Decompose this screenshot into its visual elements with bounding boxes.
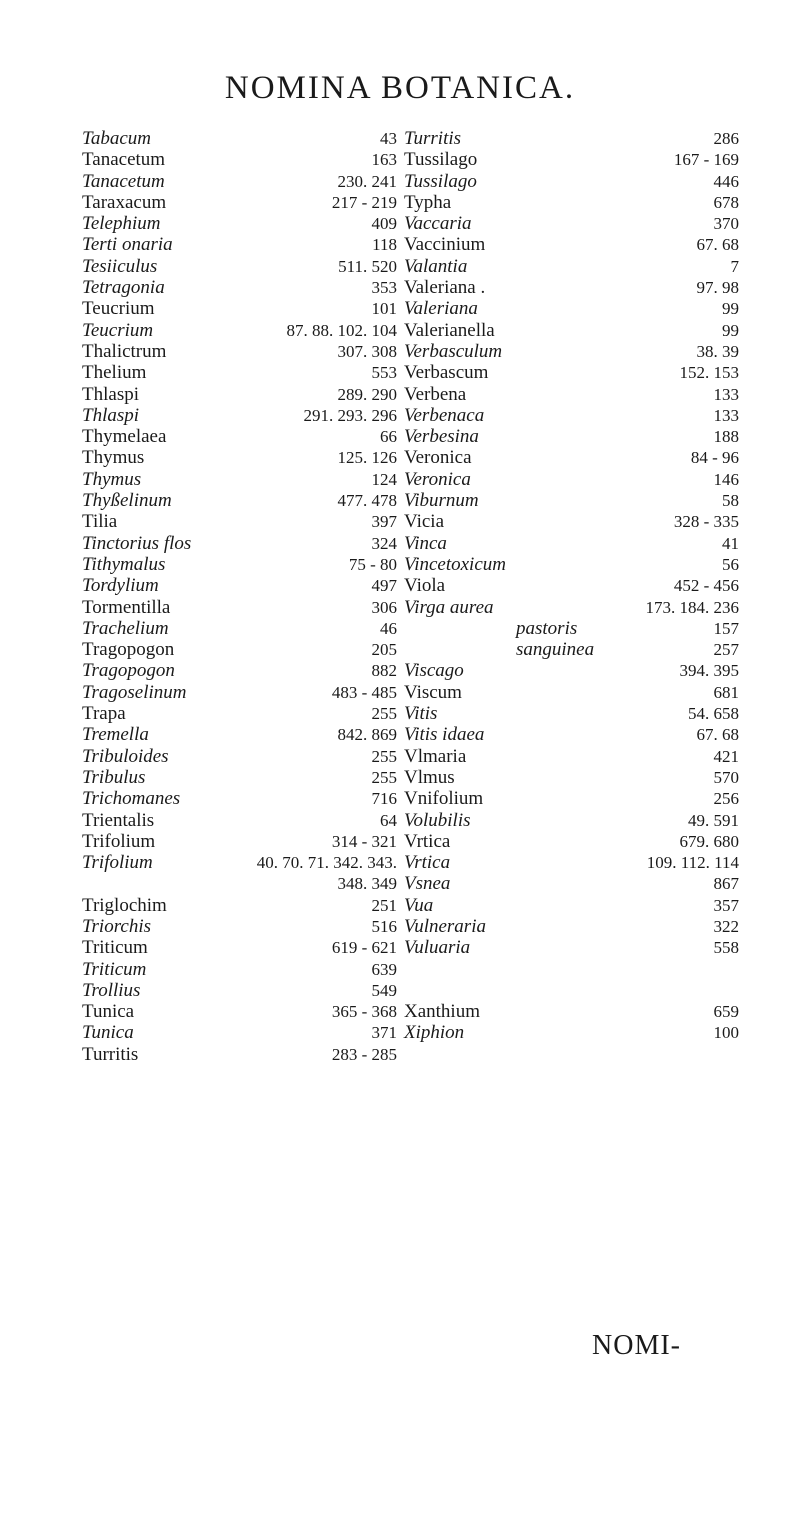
entry-pages: 173. 184. 236: [645, 597, 739, 617]
entry-term: Taraxacum: [82, 191, 167, 213]
index-entry: [82, 277, 397, 298]
entry-pages: 7: [730, 256, 739, 276]
entry-term: Thyßelinum: [82, 490, 172, 512]
index-entry: [404, 192, 739, 213]
entry-pages: 516: [371, 916, 397, 936]
index-entry: [82, 405, 397, 426]
entry-pages: 41: [722, 533, 739, 553]
entry-term: Trollius: [82, 979, 141, 1001]
entry-pages: 255: [371, 746, 397, 766]
entry-pages: 205: [371, 640, 397, 660]
index-entry: [82, 937, 397, 958]
entry-term: Vinca: [404, 532, 447, 554]
index-entry: [82, 597, 397, 618]
entry-pages: 167 - 169: [673, 150, 739, 170]
entry-term: Tinctorius flos: [82, 532, 192, 554]
entry-term: Verbesina: [404, 426, 479, 448]
entry-pages: 58: [722, 491, 739, 511]
index-entry: [404, 597, 739, 618]
entry-term: Triorchis: [82, 915, 151, 937]
entry-term: Virga aurea: [404, 596, 494, 618]
entry-term: Verbenaca: [404, 404, 485, 426]
index-entry: [82, 554, 397, 575]
index-entry: [404, 469, 739, 490]
entry-pages: 365 - 368: [331, 1002, 397, 1022]
index-entry: [404, 639, 739, 660]
entry-term: Viscago: [404, 660, 464, 682]
entry-term: Viscum: [404, 681, 462, 703]
index-entry: [82, 810, 397, 831]
entry-pages: 43: [380, 129, 397, 148]
index-entry: [82, 447, 397, 468]
index-entry: [82, 426, 397, 447]
entry-term: Tragoselinum: [82, 681, 187, 703]
index-entry: [82, 660, 397, 681]
entry-pages: 679. 680: [679, 831, 739, 851]
entry-pages: 619 - 621: [331, 938, 397, 958]
entry-term: Triticum: [82, 958, 147, 980]
index-entry: [82, 1022, 397, 1043]
entry-term: Valantia: [404, 255, 468, 277]
entry-term: Vrtica: [404, 852, 451, 874]
entry-pages: 842. 869: [337, 725, 397, 745]
entry-pages: 286: [713, 129, 739, 148]
entry-pages: 421: [713, 746, 739, 766]
entry-term: Triglochim: [82, 894, 167, 916]
index-entry: [82, 767, 397, 788]
entry-pages: 101: [371, 299, 397, 319]
entry-term: Thymelaea: [82, 426, 167, 448]
entry-term: Tanacetum: [82, 149, 166, 171]
index-entry: [404, 149, 739, 170]
index-entry: [82, 916, 397, 937]
index-entry: [82, 171, 397, 192]
entry-pages: 217 - 219: [331, 192, 397, 212]
entry-pages: 163: [371, 150, 397, 170]
index-entry: [82, 533, 397, 554]
entry-pages: 289. 290: [337, 384, 397, 404]
entry-pages: 56: [722, 554, 739, 574]
entry-term: Trachelium: [82, 617, 169, 639]
entry-term: Vaccaria: [404, 213, 472, 235]
entry-term: Tunica: [82, 1001, 135, 1023]
index-entry: [404, 1022, 739, 1043]
catchword: NOMI-: [592, 1330, 681, 1361]
entry-term: Valeriana .: [404, 277, 486, 299]
index-entry: [404, 256, 739, 277]
entry-pages: 124: [371, 469, 397, 489]
entry-term: Viburnum: [404, 490, 479, 512]
entry-pages: 49. 591: [688, 810, 739, 830]
entry-term: Thymus: [82, 468, 142, 490]
entry-term: Trapa: [82, 703, 126, 725]
entry-term: Vaccinium: [404, 234, 486, 256]
entry-term: Trichomanes: [82, 788, 181, 810]
entry-pages: 99: [722, 320, 739, 340]
entry-pages: 446: [713, 171, 739, 191]
entry-pages: 84 - 96: [690, 448, 739, 468]
entry-pages: 64: [380, 810, 397, 830]
index-entry: [82, 320, 397, 341]
index-entry: [82, 831, 397, 852]
index-entry: [404, 298, 739, 319]
entry-pages: 157: [713, 618, 739, 638]
entry-term: pastoris: [516, 617, 578, 639]
entry-pages: 867: [713, 874, 739, 894]
index-entry: [404, 128, 739, 149]
index-entry: [404, 362, 739, 383]
entry-pages: 397: [371, 512, 397, 532]
entry-term: Teucrium: [82, 298, 155, 320]
entry-pages: 230. 241: [337, 171, 397, 191]
index-entry: [404, 916, 739, 937]
entry-term: Veronica: [404, 447, 472, 469]
index-entry: [404, 426, 739, 447]
entry-term: Vrtica: [404, 830, 451, 852]
entry-pages: 324: [371, 533, 397, 553]
entry-pages: 882: [371, 661, 397, 681]
entry-pages: 477. 478: [337, 491, 397, 511]
right-index-column: [404, 128, 739, 1044]
entry-pages: 558: [713, 938, 739, 958]
entry-pages: 251: [371, 895, 397, 915]
entry-pages: 38. 39: [696, 341, 739, 361]
entry-pages: 291. 293. 296: [303, 405, 397, 425]
entry-term: Xanthium: [404, 1001, 480, 1023]
entry-pages: 152. 153: [679, 363, 739, 383]
entry-pages: 370: [713, 214, 739, 234]
page-title: NOMINA BOTANICA.: [224, 70, 576, 106]
entry-term: Thlaspi: [82, 383, 139, 405]
entry-pages: 314 - 321: [331, 831, 397, 851]
index-entry: [404, 788, 739, 809]
entry-pages: 322: [713, 916, 739, 936]
entry-term: Vua: [404, 894, 434, 916]
index-entry: [82, 490, 397, 511]
entry-term: Viola: [404, 575, 446, 597]
index-entry: [82, 959, 397, 980]
entry-pages: 639: [371, 959, 397, 979]
index-entry: [404, 234, 739, 255]
index-entry: [82, 256, 397, 277]
entry-term: Thelium: [82, 362, 147, 384]
entry-term: Tesiiculus: [82, 255, 158, 277]
entry-term: Tithymalus: [82, 553, 166, 575]
index-entry: [82, 724, 397, 745]
index-entry: [404, 533, 739, 554]
entry-pages: 307. 308: [337, 341, 397, 361]
entry-term: Tremella: [82, 724, 149, 746]
entry-term: Vnifolium: [404, 788, 484, 810]
entry-pages: 409: [371, 214, 397, 234]
entry-term: Tunica: [82, 1022, 134, 1044]
index-entry: [404, 703, 739, 724]
index-entry: [404, 405, 739, 426]
entry-pages: 188: [713, 427, 739, 447]
entry-pages: 67. 68: [696, 235, 739, 255]
entry-pages: 66: [380, 427, 397, 447]
entry-term: Thalictrum: [82, 340, 167, 362]
index-entry: [404, 724, 739, 745]
index-entry: [404, 575, 739, 596]
index-entry: [82, 682, 397, 703]
index-entry: [82, 511, 397, 532]
entry-pages: 511. 520: [338, 256, 397, 276]
entry-term: Typha: [404, 191, 452, 213]
entry-pages: 306: [371, 597, 397, 617]
entry-term: Turritis: [82, 1043, 139, 1065]
entry-pages: 87. 88. 102. 104: [286, 320, 397, 340]
entry-pages: 353: [371, 278, 397, 298]
index-entry: [404, 618, 739, 639]
entry-term: Trifolium: [82, 852, 153, 874]
entry-term: Vicia: [404, 511, 445, 533]
index-entry: [82, 128, 397, 149]
index-entry: [404, 511, 739, 532]
index-entry: [82, 575, 397, 596]
entry-pages: 553: [371, 363, 397, 383]
entry-term: Verbasculum: [404, 340, 503, 362]
entry-pages: 125. 126: [337, 448, 397, 468]
index-entry: [404, 660, 739, 681]
entry-pages: 678: [713, 192, 739, 212]
entry-term: Tetragonia: [82, 277, 165, 299]
entry-term: Valerianella: [404, 319, 495, 341]
index-entry: [404, 682, 739, 703]
index-entry: [404, 746, 739, 767]
entry-pages: 570: [713, 767, 739, 787]
index-entry: [82, 234, 397, 255]
entry-term: Trifolium: [82, 830, 156, 852]
entry-term: Volubilis: [404, 809, 471, 831]
index-entry: [82, 362, 397, 383]
entry-pages: 40. 70. 71. 342. 343.: [256, 853, 397, 873]
index-entry: [82, 703, 397, 724]
entry-term: Thlaspi: [82, 404, 140, 426]
entry-term: Xiphion: [404, 1022, 465, 1044]
entry-pages: 255: [371, 704, 397, 724]
entry-pages: 97. 98: [696, 278, 739, 298]
index-entry: [404, 213, 739, 234]
entry-pages: 99: [722, 299, 739, 319]
index-entry: [82, 788, 397, 809]
entry-term: Tussilago: [404, 170, 477, 192]
index-entry: [404, 959, 739, 980]
index-entry: [82, 384, 397, 405]
entry-term: Terti onaria: [82, 234, 173, 256]
index-entry: [404, 171, 739, 192]
entry-term: Tanacetum: [82, 170, 165, 192]
entry-term: Vlmus: [404, 766, 455, 788]
index-entry: [82, 298, 397, 319]
entry-term: Turritis: [404, 128, 462, 149]
index-entry: [404, 490, 739, 511]
entry-pages: 681: [713, 682, 739, 702]
index-entry: [404, 852, 739, 873]
entry-pages: 255: [371, 767, 397, 787]
entry-term: Teucrium: [82, 319, 154, 341]
entry-pages: 348. 349: [337, 874, 397, 894]
index-entry: [404, 554, 739, 575]
index-entry: [82, 1044, 397, 1065]
entry-pages: 100: [713, 1023, 739, 1043]
index-entry: [82, 618, 397, 639]
left-index-column: [82, 128, 397, 1065]
index-entry: [82, 1001, 397, 1022]
entry-pages: 75 - 80: [348, 554, 397, 574]
index-entry: [82, 873, 397, 894]
entry-term: Vulneraria: [404, 915, 486, 937]
index-entry: [404, 980, 739, 1001]
entry-term: Telephium: [82, 213, 161, 235]
entry-pages: 549: [371, 980, 397, 1000]
entry-pages: 54. 658: [688, 704, 739, 724]
index-entry: [404, 937, 739, 958]
entry-pages: 394. 395: [679, 661, 739, 681]
entry-pages: 133: [713, 405, 739, 425]
entry-pages: 659: [713, 1002, 739, 1022]
entry-pages: 283 - 285: [331, 1044, 397, 1064]
entry-term: Tribulus: [82, 766, 146, 788]
entry-pages: 357: [713, 895, 739, 915]
entry-pages: 146: [713, 469, 739, 489]
index-entry: [404, 1001, 739, 1022]
index-entry: [404, 384, 739, 405]
entry-term: sanguinea: [516, 639, 595, 661]
index-entry: [82, 746, 397, 767]
entry-term: Valeriana: [404, 298, 478, 320]
entry-pages: 133: [713, 384, 739, 404]
entry-pages: 497: [371, 576, 397, 596]
index-entry: [82, 639, 397, 660]
index-entry: [82, 469, 397, 490]
entry-term: Trientalis: [82, 809, 155, 831]
entry-term: Vsnea: [404, 873, 451, 895]
index-entry: [82, 213, 397, 234]
index-entry: [404, 277, 739, 298]
index-entry: [404, 873, 739, 894]
entry-pages: 371: [371, 1023, 397, 1043]
index-entry: [404, 341, 739, 362]
index-entry: [82, 895, 397, 916]
index-entry: [404, 320, 739, 341]
entry-pages: 257: [713, 640, 739, 660]
index-entry: [82, 852, 397, 873]
entry-term: Verbascum: [404, 362, 489, 384]
entry-term: Tribuloides: [82, 745, 169, 767]
entry-pages: 46: [380, 618, 397, 638]
entry-term: Tussilago: [404, 149, 478, 171]
index-entry: [82, 980, 397, 1001]
entry-term: Tragopogon: [82, 639, 175, 661]
entry-term: Vitis idaea: [404, 724, 485, 746]
entry-term: Veronica: [404, 468, 471, 490]
index-entry: [404, 447, 739, 468]
entry-pages: 109. 112. 114: [646, 853, 739, 873]
index-entry: [404, 831, 739, 852]
entry-term: Tragopogon: [82, 660, 175, 682]
entry-term: Vitis: [404, 703, 438, 725]
entry-term: Tordylium: [82, 575, 159, 597]
entry-term: Tormentilla: [82, 596, 171, 618]
entry-pages: 452 - 456: [673, 576, 739, 596]
entry-pages: 716: [371, 789, 397, 809]
index-entry: [404, 767, 739, 788]
entry-pages: 118: [372, 235, 397, 255]
index-entry: [404, 895, 739, 916]
entry-pages: 67. 68: [696, 725, 739, 745]
entry-term: Vlmaria: [404, 745, 467, 767]
index-entry: [82, 149, 397, 170]
entry-term: Thymus: [82, 447, 145, 469]
entry-pages: 328 - 335: [673, 512, 739, 532]
entry-pages: 483 - 485: [331, 682, 397, 702]
entry-term: Vincetoxicum: [404, 553, 506, 575]
index-entry: [404, 810, 739, 831]
entry-term: Vuluaria: [404, 937, 471, 959]
entry-term: Tabacum: [82, 128, 151, 149]
entry-pages: 256: [713, 789, 739, 809]
entry-term: Triticum: [82, 937, 148, 959]
entry-term: Verbena: [404, 383, 467, 405]
index-entry: [82, 341, 397, 362]
index-entry: [82, 192, 397, 213]
entry-term: Tilia: [82, 511, 118, 533]
